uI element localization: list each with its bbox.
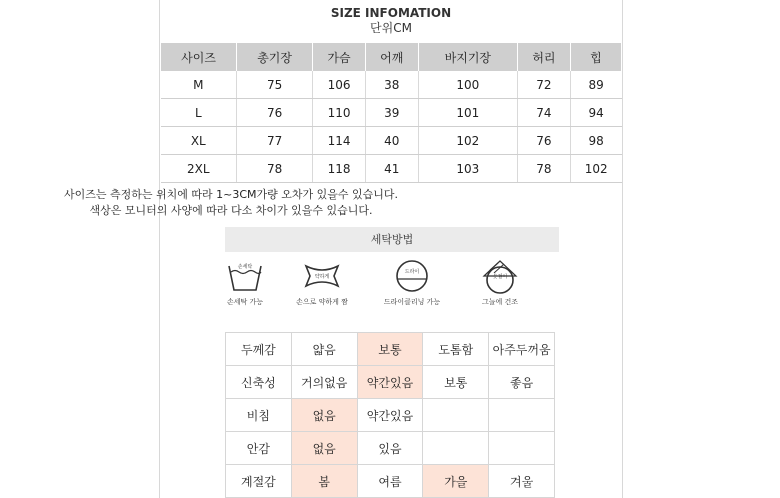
size-header bbox=[160, 0, 622, 36]
size-cell: 76 bbox=[237, 99, 313, 127]
size-row bbox=[161, 155, 622, 183]
fabric-option bbox=[423, 432, 489, 465]
fabric-option: 없음 bbox=[291, 432, 357, 465]
size-cell: 41 bbox=[365, 155, 418, 183]
size-header-cell: 바지기장 bbox=[418, 43, 517, 72]
shade-dry-icon bbox=[480, 258, 520, 294]
size-cell: 106 bbox=[313, 71, 366, 99]
size-cell: XL bbox=[161, 127, 237, 155]
size-cell: 98 bbox=[570, 127, 621, 155]
size-cell: 77 bbox=[237, 127, 313, 155]
size-cell: 74 bbox=[518, 99, 571, 127]
size-cell: 89 bbox=[570, 71, 621, 99]
size-cell: 118 bbox=[313, 155, 366, 183]
fabric-info-table bbox=[225, 332, 555, 498]
shade-dry-inner-text: 옷걸이 bbox=[492, 274, 508, 280]
hand-wash-label: 손세탁 가능 bbox=[226, 298, 264, 306]
gentle-wring-inner-text: 약하게 bbox=[314, 274, 330, 280]
gentle-wring-icon bbox=[302, 258, 342, 294]
size-header-cell: 힙 bbox=[570, 43, 621, 72]
washing-icons bbox=[225, 258, 559, 318]
gentle-wring-item bbox=[280, 258, 364, 307]
size-cell: 78 bbox=[518, 155, 571, 183]
dry-clean-icon bbox=[392, 258, 432, 294]
size-cell: 2XL bbox=[161, 155, 237, 183]
size-header-cell: 가슴 bbox=[313, 43, 366, 72]
note-line-1: 사이즈는 측정하는 위치에 따라 1~3CM가량 오차가 있을수 있습니다. bbox=[63, 188, 398, 201]
shade-dry-label: 그늘에 건조 bbox=[481, 298, 519, 306]
shade-dry-item bbox=[458, 258, 542, 307]
size-row bbox=[161, 127, 622, 155]
size-cell: 75 bbox=[237, 71, 313, 99]
size-cell: 94 bbox=[570, 99, 621, 127]
hand-wash-inner-text: 손세탁 bbox=[237, 264, 253, 270]
size-cell: 72 bbox=[518, 71, 571, 99]
fabric-option: 겨울 bbox=[489, 465, 555, 498]
hand-wash-item bbox=[203, 258, 287, 307]
size-cell: 40 bbox=[365, 127, 418, 155]
size-title: SIZE INFOMATION bbox=[330, 6, 452, 20]
size-cell: 78 bbox=[237, 155, 313, 183]
fabric-option: 도톰함 bbox=[423, 333, 489, 366]
size-cell: 110 bbox=[313, 99, 366, 127]
fabric-row bbox=[226, 333, 555, 366]
fabric-option: 보통 bbox=[423, 366, 489, 399]
size-cell: 38 bbox=[365, 71, 418, 99]
fabric-option: 있음 bbox=[357, 432, 423, 465]
size-header-cell: 어깨 bbox=[365, 43, 418, 72]
fabric-option: 아주두꺼움 bbox=[489, 333, 555, 366]
size-cell: L bbox=[161, 99, 237, 127]
fabric-label: 안감 bbox=[226, 432, 292, 465]
size-header-cell: 사이즈 bbox=[161, 43, 237, 72]
dry-clean-inner-text: 드라이 bbox=[404, 269, 420, 275]
fabric-row bbox=[226, 399, 555, 432]
note-line-2: 색상은 모니터의 사양에 따라 다소 차이가 있을수 있습니다. bbox=[89, 204, 373, 217]
size-cell: 102 bbox=[570, 155, 621, 183]
fabric-option: 보통 bbox=[357, 333, 423, 366]
fabric-label: 계절감 bbox=[226, 465, 292, 498]
fabric-label: 비침 bbox=[226, 399, 292, 432]
fabric-option: 약간있음 bbox=[357, 399, 423, 432]
fabric-option: 약간있음 bbox=[357, 366, 423, 399]
fabric-option: 여름 bbox=[357, 465, 423, 498]
dry-clean-item bbox=[370, 258, 454, 307]
fabric-option bbox=[423, 399, 489, 432]
size-cell: 114 bbox=[313, 127, 366, 155]
size-cell: 102 bbox=[418, 127, 517, 155]
fabric-option: 거의없음 bbox=[291, 366, 357, 399]
fabric-row bbox=[226, 366, 555, 399]
size-header-cell: 허리 bbox=[518, 43, 571, 72]
fabric-option: 없음 bbox=[291, 399, 357, 432]
size-table bbox=[160, 42, 622, 183]
fabric-table-body bbox=[226, 333, 555, 498]
fabric-row bbox=[226, 465, 555, 498]
fabric-label: 신축성 bbox=[226, 366, 292, 399]
size-row bbox=[161, 71, 622, 99]
gentle-wring-label: 손으로 약하게 짬 bbox=[296, 298, 348, 306]
hand-wash-icon bbox=[225, 258, 265, 294]
size-cell: 103 bbox=[418, 155, 517, 183]
size-cell: 101 bbox=[418, 99, 517, 127]
fabric-option: 좋음 bbox=[489, 366, 555, 399]
fabric-option bbox=[489, 399, 555, 432]
dry-clean-label: 드라이클리닝 가능 bbox=[383, 298, 441, 306]
size-notes bbox=[0, 187, 621, 219]
size-cell: 76 bbox=[518, 127, 571, 155]
washing-title: 세탁방법 bbox=[225, 227, 559, 252]
size-cell: M bbox=[161, 71, 237, 99]
fabric-option: 봄 bbox=[291, 465, 357, 498]
fabric-option: 가을 bbox=[423, 465, 489, 498]
fabric-option bbox=[489, 432, 555, 465]
size-row bbox=[161, 99, 622, 127]
size-cell: 39 bbox=[365, 99, 418, 127]
size-table-header bbox=[161, 43, 622, 72]
size-header-cell: 총기장 bbox=[237, 43, 313, 72]
fabric-row bbox=[226, 432, 555, 465]
fabric-option: 얇음 bbox=[291, 333, 357, 366]
size-table-body bbox=[161, 71, 622, 183]
fabric-label: 두께감 bbox=[226, 333, 292, 366]
size-unit: 단위CM bbox=[370, 21, 412, 35]
size-cell: 100 bbox=[418, 71, 517, 99]
